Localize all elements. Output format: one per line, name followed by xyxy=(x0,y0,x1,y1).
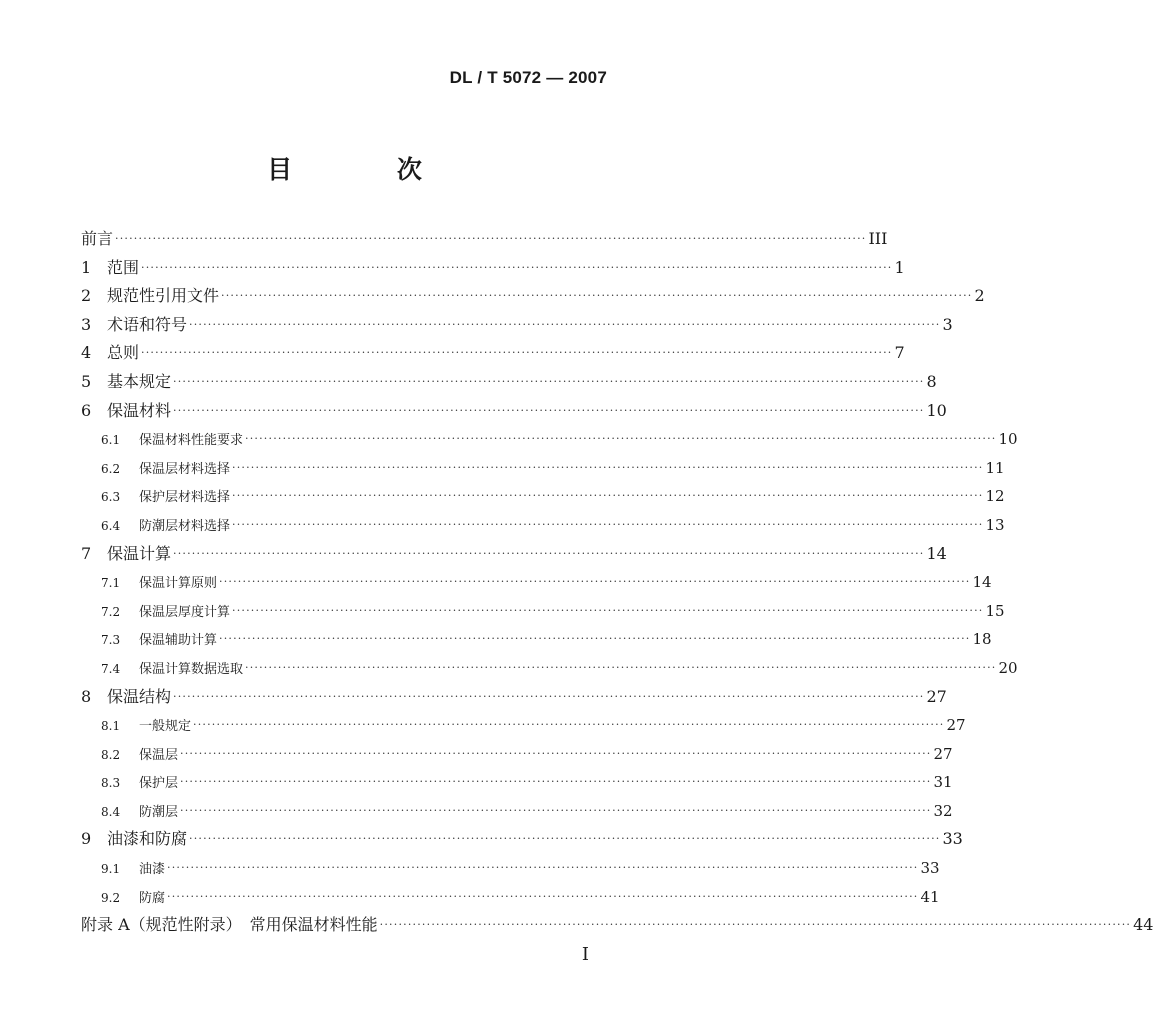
dot-leader: ································································································································································ xyxy=(193,718,945,732)
toc-entry[interactable] xyxy=(81,254,905,283)
toc-entry-page: 20 xyxy=(998,658,1018,677)
toc-entry[interactable] xyxy=(81,540,947,569)
toc-entry-page: 10 xyxy=(926,400,947,420)
toc-entry[interactable] xyxy=(81,597,1005,626)
toc-entry-number: 8.1 xyxy=(101,719,121,734)
toc-entry-number: 6.1 xyxy=(101,433,121,448)
toc-entry-label: 保温辅助计算 xyxy=(139,633,218,649)
toc-entry-page: 33 xyxy=(942,829,963,849)
dot-leader: ································································································································································ xyxy=(167,889,919,903)
toc-entry-label: 保温计算 xyxy=(107,543,172,563)
toc-entry-number: 6.2 xyxy=(101,461,121,476)
toc-entry[interactable] xyxy=(81,797,953,826)
toc-entry-label: 总则 xyxy=(107,343,140,363)
dot-leader: ································································································································································ xyxy=(173,374,925,388)
toc-entry-page: 27 xyxy=(946,716,966,735)
toc-entry-number: 5 xyxy=(81,371,92,391)
toc-entry[interactable] xyxy=(81,683,947,712)
dot-leader: ································································································································································ xyxy=(232,517,984,531)
dot-leader: ································································································································································ xyxy=(245,660,997,674)
toc-entry[interactable] xyxy=(81,711,966,740)
dot-leader: ································································································································································ xyxy=(189,317,941,331)
toc-entry[interactable] xyxy=(81,482,1005,511)
table-of-contents xyxy=(81,225,1153,940)
toc-entry-number: 6.3 xyxy=(101,490,121,505)
toc-entry-label: 油漆和防腐 xyxy=(107,829,188,849)
toc-entry-page: 10 xyxy=(998,430,1018,449)
toc-entry-number: 9.2 xyxy=(101,890,121,905)
toc-entry-number: 9 xyxy=(81,829,92,849)
toc-entry-label: 防潮层 xyxy=(139,804,179,820)
page-number: I xyxy=(581,944,589,965)
toc-entry-number: 7.3 xyxy=(101,633,121,648)
toc-entry-label: 保护层 xyxy=(139,776,179,792)
toc-entry-label: 基本规定 xyxy=(107,371,172,391)
dot-leader: ································································································································································ xyxy=(180,746,932,760)
toc-entry-page: 1 xyxy=(894,257,905,277)
dot-leader: ································································································································································ xyxy=(189,832,941,846)
toc-entry-label: 术语和符号 xyxy=(107,314,188,334)
dot-leader: ································································································································································ xyxy=(173,546,925,560)
toc-entry-label: 保护层材料选择 xyxy=(139,490,231,506)
toc-entry-number: 8.3 xyxy=(101,776,121,791)
toc-entry[interactable] xyxy=(81,768,953,797)
toc-entry-page: 31 xyxy=(933,773,953,792)
standard-code: DL / T 5072 — 2007 xyxy=(449,68,607,87)
toc-entry-label: 保温层 xyxy=(139,747,179,763)
toc-entry-page: 11 xyxy=(985,458,1005,477)
toc-entry-label: 附录 A（规范性附录） 常用保温材料性能 xyxy=(81,915,378,935)
toc-entry[interactable] xyxy=(81,282,985,311)
toc-entry[interactable] xyxy=(81,511,1005,540)
dot-leader: ································································································································································ xyxy=(219,575,971,589)
toc-entry[interactable] xyxy=(81,454,1005,483)
toc-entry-number: 8.2 xyxy=(101,747,121,762)
toc-entry[interactable] xyxy=(81,568,992,597)
toc-entry[interactable] xyxy=(81,825,963,854)
toc-entry-page: 32 xyxy=(933,801,953,820)
toc-entry-page: 18 xyxy=(972,630,992,649)
toc-entry-label: 保温层厚度计算 xyxy=(139,604,231,620)
toc-entry-page: 15 xyxy=(985,601,1005,620)
toc-entry-label: 保温材料 xyxy=(107,400,172,420)
toc-entry-number: 6 xyxy=(81,400,92,420)
dot-leader: ································································································································································ xyxy=(245,432,997,446)
toc-entry-label: 保温材料性能要求 xyxy=(139,433,244,449)
toc-entry-number: 6.4 xyxy=(101,518,121,533)
toc-entry-number: 8 xyxy=(81,686,92,706)
dot-leader: ································································································································································ xyxy=(379,918,1132,932)
dot-leader: ································································································································································ xyxy=(180,803,932,817)
toc-entry-page: 44 xyxy=(1133,915,1153,935)
toc-entry[interactable] xyxy=(81,740,953,769)
toc-entry-page: 33 xyxy=(920,859,940,878)
toc-entry-number: 4 xyxy=(81,343,92,363)
dot-leader: ································································································································································ xyxy=(219,632,971,646)
toc-entry-label: 保温结构 xyxy=(107,686,172,706)
toc-entry-label: 保温层材料选择 xyxy=(139,461,231,477)
dot-leader: ································································································································································ xyxy=(232,460,984,474)
toc-entry[interactable] xyxy=(81,854,940,883)
dot-leader: ································································································································································ xyxy=(141,260,893,274)
toc-entry-page: III xyxy=(868,229,888,248)
dot-leader: ································································································································································ xyxy=(180,775,932,789)
toc-entry-page: 14 xyxy=(926,543,947,563)
toc-entry[interactable] xyxy=(81,625,992,654)
toc-entry-number: 7.1 xyxy=(101,576,121,591)
toc-entry-number: 9.1 xyxy=(101,862,121,877)
toc-entry[interactable] xyxy=(81,397,947,426)
toc-entry-page: 12 xyxy=(985,487,1005,506)
toc-entry-label: 油漆 xyxy=(139,862,166,878)
toc-entry-number: 2 xyxy=(81,286,92,306)
toc-entry-label: 保温计算数据选取 xyxy=(139,661,244,677)
toc-entry-page: 3 xyxy=(942,314,953,334)
page-title: 目 次 xyxy=(267,155,470,184)
toc-entry[interactable] xyxy=(81,911,1153,940)
toc-entry-label: 一般规定 xyxy=(139,719,192,735)
toc-entry-page: 27 xyxy=(926,686,947,706)
toc-entry-label: 防潮层材料选择 xyxy=(139,518,231,534)
toc-entry[interactable] xyxy=(81,311,953,340)
toc-entry-number: 1 xyxy=(81,257,92,277)
toc-entry[interactable] xyxy=(81,654,1018,683)
dot-leader: ································································································································································ xyxy=(232,603,984,617)
dot-leader: ································································································································································ xyxy=(173,403,925,417)
toc-entry-page: 8 xyxy=(926,371,937,391)
toc-entry[interactable] xyxy=(81,425,1018,454)
toc-entry-label: 防腐 xyxy=(139,890,166,906)
toc-entry-page: 7 xyxy=(894,343,905,363)
toc-entry-label: 范围 xyxy=(107,257,140,277)
toc-entry-page: 14 xyxy=(972,573,992,592)
toc-entry-number: 8.4 xyxy=(101,804,121,819)
dot-leader: ································································································································································ xyxy=(115,232,867,245)
dot-leader: ································································································································································ xyxy=(141,346,893,360)
toc-entry-number: 7.4 xyxy=(101,661,121,676)
dot-leader: ································································································································································ xyxy=(167,861,919,875)
toc-entry-label: 保温计算原则 xyxy=(139,576,218,592)
toc-entry-label: 规范性引用文件 xyxy=(107,286,220,306)
toc-entry[interactable] xyxy=(81,339,905,368)
dot-leader: ································································································································································ xyxy=(173,689,925,703)
toc-entry-label: 前言 xyxy=(81,229,114,248)
toc-entry[interactable] xyxy=(81,883,940,912)
dot-leader: ································································································································································ xyxy=(221,289,973,303)
toc-entry-page: 41 xyxy=(920,887,940,906)
toc-entry-number: 7 xyxy=(81,543,92,563)
toc-entry-number: 3 xyxy=(81,314,92,334)
toc-entry-page: 13 xyxy=(985,515,1005,534)
toc-entry-page: 27 xyxy=(933,744,953,763)
toc-entry[interactable] xyxy=(81,368,937,397)
dot-leader: ································································································································································ xyxy=(232,489,984,503)
toc-entry-page: 2 xyxy=(974,286,985,306)
toc-entry[interactable] xyxy=(81,225,888,254)
toc-entry-number: 7.2 xyxy=(101,604,121,619)
